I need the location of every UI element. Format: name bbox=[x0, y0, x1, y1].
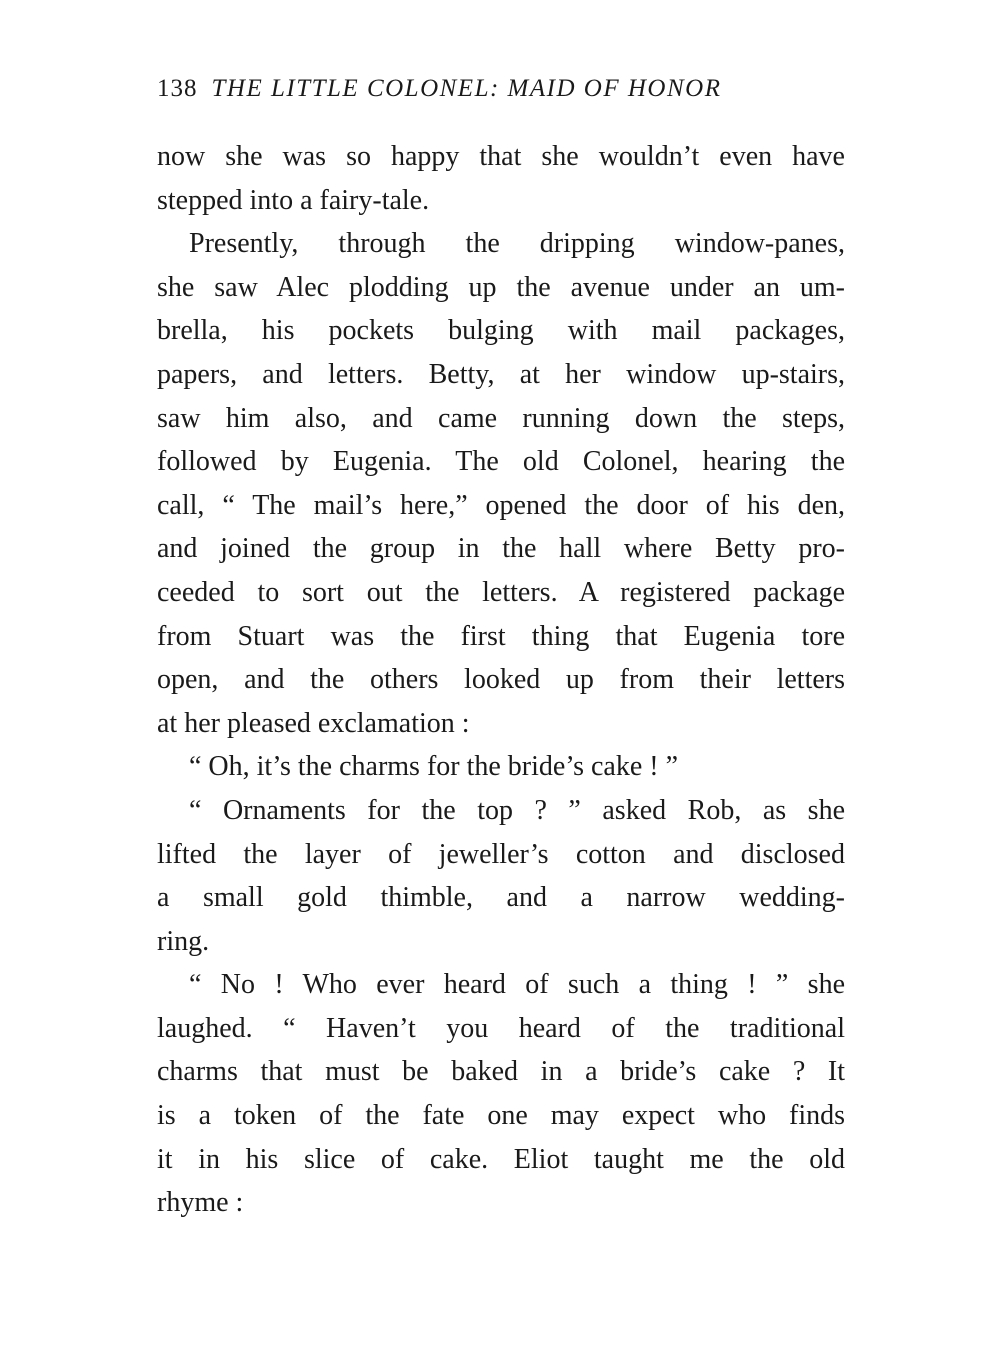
text-line: ring. bbox=[157, 925, 210, 957]
text-line: from Stuart was the first thing that Eugenia tore bbox=[157, 620, 845, 652]
text-line: saw him also, and came running down the steps, bbox=[157, 402, 845, 434]
text-line: stepped into a fairy-tale. bbox=[157, 184, 430, 216]
text-line: brella, his pockets bulging with mail packages, bbox=[157, 315, 845, 347]
text-line: call, “ The mail’s here,” opened the door of his den, bbox=[157, 489, 845, 521]
text-line: charms that must be baked in a bride’s cake ? It bbox=[157, 1056, 845, 1088]
text-line: is a token of the fate one may expect who finds bbox=[157, 1100, 845, 1132]
text-line: laughed. “ Haven’t you heard of the traditional bbox=[157, 1012, 845, 1044]
text-line: papers, and letters. Betty, at her window up-stairs, bbox=[157, 358, 845, 390]
text-line: followed by Eugenia. The old Colonel, hearing the bbox=[157, 446, 845, 478]
body-text bbox=[157, 135, 845, 1225]
text-line: at her pleased exclamation : bbox=[157, 707, 470, 739]
text-line: lifted the layer of jeweller’s cotton and disclosed bbox=[157, 838, 845, 870]
text-line: she saw Alec plodding up the avenue under an um- bbox=[157, 271, 845, 303]
text-line: rhyme : bbox=[157, 1187, 244, 1219]
text-line: open, and the others looked up from their letters bbox=[157, 664, 845, 696]
running-title: THE LITTLE COLONEL: MAID OF HONOR bbox=[211, 75, 722, 102]
page-number: 138 bbox=[157, 75, 198, 102]
text-line: Presently, through the dripping window-panes, bbox=[189, 228, 845, 260]
text-line: and joined the group in the hall where Betty pro- bbox=[157, 533, 845, 565]
text-line: a small gold thimble, and a narrow wedding- bbox=[157, 882, 845, 914]
text-line: it in his slice of cake. Eliot taught me the old bbox=[157, 1143, 845, 1175]
text-line: ceeded to sort out the letters. A registered package bbox=[157, 576, 845, 608]
text-line: “ Ornaments for the top ? ” asked Rob, as she bbox=[189, 794, 845, 826]
text-line: “ Oh, it’s the charms for the bride’s cake ! ” bbox=[189, 751, 679, 783]
text-line: “ No ! Who ever heard of such a thing ! ” she bbox=[189, 969, 845, 1001]
running-header bbox=[157, 72, 847, 106]
text-line: now she was so happy that she wouldn’t even have bbox=[157, 141, 845, 172]
